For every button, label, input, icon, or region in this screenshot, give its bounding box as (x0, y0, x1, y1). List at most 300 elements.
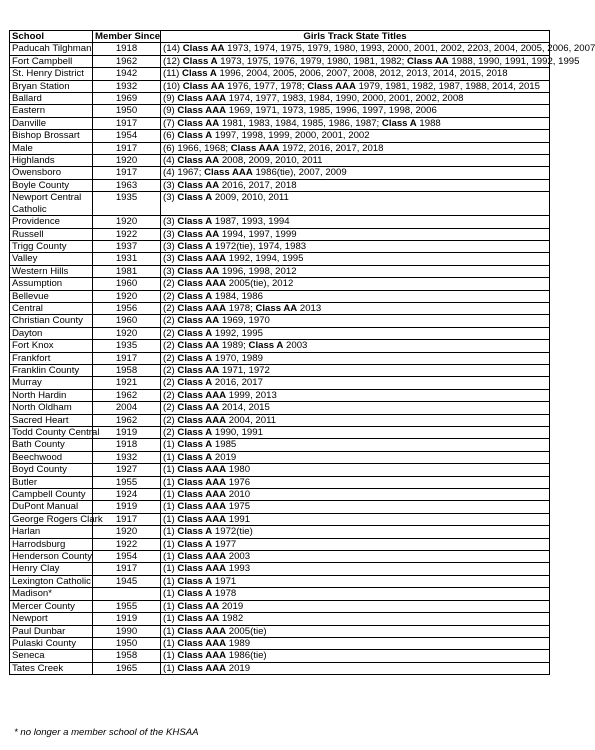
titles-text: 1970, 1989 (212, 352, 263, 364)
titles-text: 2005(tie) (226, 625, 267, 637)
member-since-cell: 1917 (93, 513, 161, 525)
member-since-cell: 1981 (93, 265, 161, 277)
member-since-cell (93, 588, 161, 600)
school-cell: Bath County (10, 439, 93, 451)
header-titles: Girls Track State Titles (161, 31, 550, 43)
titles-text: 1976 (226, 476, 251, 488)
member-since-cell: 1942 (93, 68, 161, 80)
titles-cell (161, 625, 550, 637)
class-label: Class AAA (177, 501, 227, 513)
titles-text: (6) 1966, 1968; (163, 142, 231, 154)
class-label: Class AAA (177, 476, 227, 488)
titles-cell (161, 265, 550, 277)
titles-text: (1) (163, 575, 178, 587)
titles-text: 2013 (297, 302, 322, 314)
table-row (10, 427, 550, 439)
titles-text: 1981, 1983, 1984, 1985, 1986, 1987; (219, 117, 382, 129)
titles-cell (161, 43, 595, 55)
member-since-cell: 1950 (93, 637, 161, 649)
table-row (10, 526, 550, 538)
titles-cell (161, 538, 550, 550)
titles-cell (161, 402, 550, 414)
titles-text: 1994, 1997, 1999 (219, 228, 297, 240)
table-row (10, 117, 550, 129)
school-cell: Todd County Central (10, 427, 93, 439)
school-cell: Boyd County (10, 464, 93, 476)
titles-text: (3) (163, 228, 178, 240)
titles-text: 2005(tie), 2012 (226, 278, 294, 290)
table-row (10, 340, 550, 352)
table-row (10, 377, 550, 389)
titles-cell (161, 389, 550, 401)
school-cell: Valley (10, 253, 93, 265)
titles-cell (161, 278, 550, 290)
titles-cell (161, 364, 550, 376)
titles-text: (12) (163, 55, 183, 67)
class-label: Class AA (177, 340, 220, 352)
member-since-cell: 1922 (93, 228, 161, 240)
class-label: Class A (177, 588, 213, 600)
class-label: Class A (177, 240, 213, 252)
table-row (10, 216, 550, 228)
titles-text: 1985 (212, 439, 237, 451)
class-label: Class AAA (230, 142, 280, 154)
titles-cell (161, 439, 550, 451)
table-row (10, 464, 550, 476)
titles-cell (161, 68, 550, 80)
table-row (10, 130, 550, 142)
member-since-cell: 1962 (93, 414, 161, 426)
titles-text: 1977 (212, 538, 237, 550)
table-row (10, 501, 550, 513)
class-label: Class A (177, 575, 213, 587)
titles-text: (1) (163, 625, 178, 637)
titles-cell (161, 80, 550, 92)
table-row (10, 93, 550, 105)
member-since-cell: 2004 (93, 402, 161, 414)
member-since-cell: 1960 (93, 278, 161, 290)
titles-text: (4) 1967; (163, 167, 205, 179)
school-cell: DuPont Manual (10, 501, 93, 513)
school-cell: Fort Knox (10, 340, 93, 352)
member-since-cell: 1932 (93, 80, 161, 92)
member-since-cell: 1921 (93, 377, 161, 389)
member-since-cell: 1955 (93, 600, 161, 612)
class-label: Class A (177, 439, 213, 451)
class-label: Class AAA (177, 513, 227, 525)
titles-text: (2) (163, 402, 178, 414)
titles-text: (2) (163, 340, 178, 352)
titles-text: 1992, 1995 (212, 327, 263, 339)
class-label: Class AAA (177, 93, 227, 105)
class-label: Class AA (177, 364, 220, 376)
titles-text: 2010 (226, 489, 251, 501)
titles-cell (161, 155, 550, 167)
class-label: Class A (381, 117, 417, 129)
titles-cell (161, 563, 550, 575)
titles-text: (2) (163, 278, 178, 290)
member-since-cell: 1945 (93, 575, 161, 587)
titles-text: 1973, 1974, 1975, 1979, 1980, 1993, 2000, 2001, 2002, 2203, 2004, 2005, 2006, 2007 (224, 43, 595, 55)
titles-text: (4) (163, 155, 178, 167)
member-since-cell: 1919 (93, 613, 161, 625)
table-row (10, 327, 550, 339)
member-since-cell: 1962 (93, 389, 161, 401)
titles-cell (161, 142, 550, 154)
class-label: Class AAA (204, 167, 253, 179)
school-cell: Central (10, 302, 93, 314)
titles-cell (161, 377, 550, 389)
titles-cell (161, 476, 550, 488)
titles-cell (161, 130, 550, 142)
titles-text: 1973, 1975, 1976, 1979, 1980, 1981, 1982; (217, 55, 407, 67)
member-since-cell: 1919 (93, 427, 161, 439)
titles-text: (2) (163, 389, 178, 401)
titles-text: (3) (163, 216, 178, 228)
class-label: Class A (177, 526, 213, 538)
titles-cell (161, 513, 550, 525)
titles-text: (2) (163, 352, 178, 364)
titles-cell (161, 575, 550, 587)
member-since-cell: 1990 (93, 625, 161, 637)
class-label: Class AAA (177, 563, 227, 575)
titles-text: 1975 (226, 501, 251, 513)
class-label: Class AAA (177, 464, 227, 476)
member-since-cell: 1960 (93, 315, 161, 327)
school-cell: Russell (10, 228, 93, 240)
table-row (10, 364, 550, 376)
class-label: Class A (177, 352, 213, 364)
member-since-cell: 1920 (93, 526, 161, 538)
titles-text: 1989 (226, 637, 251, 649)
school-cell: Bishop Brossart (10, 130, 93, 142)
titles-cell (161, 501, 550, 513)
titles-text: (11) (163, 68, 183, 80)
titles-cell (161, 315, 550, 327)
titles-text: 2016, 2017, 2018 (219, 179, 297, 191)
titles-text: (1) (163, 613, 178, 625)
member-since-cell: 1954 (93, 130, 161, 142)
class-label: Class AAA (177, 253, 227, 265)
table-row (10, 265, 550, 277)
titles-cell (161, 290, 550, 302)
titles-text: 1990, 1991 (212, 427, 263, 438)
school-cell: Harlan (10, 526, 93, 538)
class-label: Class A (177, 451, 213, 463)
titles-cell (161, 216, 550, 228)
school-cell: Trigg County (10, 240, 93, 252)
titles-text: (1) (163, 538, 178, 550)
class-label: Class AA (182, 80, 225, 92)
table-row (10, 538, 550, 550)
titles-text: 1969, 1971, 1973, 1985, 1996, 1997, 1998, 2006 (226, 105, 437, 117)
member-since-cell: 1969 (93, 93, 161, 105)
member-since-cell: 1963 (93, 179, 161, 191)
class-label: Class A (177, 427, 213, 438)
class-label: Class AA (177, 315, 220, 327)
titles-text: (7) (163, 117, 178, 129)
table-row (10, 352, 550, 364)
school-cell: Henry Clay (10, 563, 93, 575)
school-cell: Mercer County (10, 600, 93, 612)
titles-cell (161, 240, 550, 252)
school-cell: Providence (10, 216, 93, 228)
class-label: Class A (177, 216, 213, 228)
member-since-cell: 1955 (93, 476, 161, 488)
titles-text: (1) (163, 526, 178, 538)
titles-text: (1) (163, 513, 178, 525)
school-cell: Highlands (10, 155, 93, 167)
table-row (10, 142, 550, 154)
titles-cell (161, 192, 550, 216)
titles-text: (3) (163, 179, 178, 191)
table-row (10, 389, 550, 401)
titles-text: (1) (163, 563, 178, 575)
class-label: Class AA (255, 302, 298, 314)
titles-text: 2004, 2011 (226, 414, 277, 426)
titles-text: 2019 (212, 451, 237, 463)
titles-text: 1991 (226, 513, 251, 525)
titles-cell (161, 414, 550, 426)
school-cell: Murray (10, 377, 93, 389)
titles-text: 1978 (212, 588, 237, 600)
titles-cell (161, 352, 550, 364)
header-row (10, 31, 550, 43)
member-since-cell: 1958 (93, 650, 161, 662)
titles-cell (161, 551, 550, 563)
titles-text: (1) (163, 464, 178, 476)
table-row (10, 179, 550, 191)
titles-text: 1976, 1977, 1978; (224, 80, 308, 92)
school-cell: Newport (10, 613, 93, 625)
titles-text: (1) (163, 439, 178, 451)
member-since-cell: 1931 (93, 253, 161, 265)
titles-text: 1989; (219, 340, 249, 352)
titles-text: 1980 (226, 464, 251, 476)
titles-text: 2016, 2017 (212, 377, 263, 389)
class-label: Class AAA (177, 278, 227, 290)
titles-text: 1988 (416, 117, 441, 129)
titles-text: (14) (163, 43, 183, 55)
titles-text: (9) (163, 105, 178, 117)
class-label: Class AA (177, 117, 220, 129)
titles-text: (1) (163, 637, 178, 649)
titles-text: 1969, 1970 (219, 315, 270, 327)
member-since-cell: 1922 (93, 538, 161, 550)
member-since-cell: 1935 (93, 340, 161, 352)
titles-text: 1986(tie) (226, 650, 267, 662)
table-body (10, 43, 595, 675)
member-since-cell: 1924 (93, 489, 161, 501)
titles-cell (161, 105, 550, 117)
school-cell: Seneca (10, 650, 93, 662)
school-cell: Beechwood (10, 451, 93, 463)
member-since-cell: 1919 (93, 501, 161, 513)
class-label: Class A (177, 130, 213, 142)
titles-text: 1986(tie), 2007, 2009 (252, 167, 347, 179)
titles-text: 1982 (219, 613, 244, 625)
titles-text: 1996, 1998, 2012 (219, 265, 297, 277)
school-cell: Newport Central Catholic (10, 192, 93, 216)
header-school: School (10, 31, 93, 43)
school-cell: Harrodsburg (10, 538, 93, 550)
titles-cell (161, 179, 550, 191)
school-cell: Tates Creek (10, 662, 93, 674)
school-cell: Danville (10, 117, 93, 129)
school-cell: Dayton (10, 327, 93, 339)
member-since-cell: 1920 (93, 216, 161, 228)
class-label: Class AA (177, 228, 220, 240)
table-row (10, 650, 550, 662)
table-row (10, 167, 550, 179)
table-row (10, 105, 550, 117)
titles-text: (2) (163, 315, 178, 327)
member-since-cell: 1962 (93, 55, 161, 67)
titles-text: 1972(tie), 1974, 1983 (212, 240, 307, 252)
class-label: Class AA (177, 613, 220, 625)
class-label: Class AA (182, 43, 225, 55)
titles-text: (2) (163, 377, 178, 389)
class-label: Class AAA (177, 414, 227, 426)
class-label: Class A (177, 538, 213, 550)
table-row (10, 489, 550, 501)
titles-text: 1974, 1977, 1983, 1984, 1990, 2000, 2001, 2002, 2008 (226, 93, 464, 105)
member-since-cell: 1918 (93, 43, 161, 55)
titles-text: (10) (163, 80, 183, 92)
school-cell: North Hardin (10, 389, 93, 401)
titles-text: (1) (163, 650, 178, 662)
footnote: * no longer a member school of the KHSAA (14, 727, 199, 738)
titles-text: 2019 (219, 600, 244, 612)
table-row (10, 43, 550, 55)
class-label: Class AAA (177, 105, 227, 117)
titles-cell (161, 650, 550, 662)
titles-cell (161, 167, 550, 179)
titles-text: (3) (163, 192, 178, 204)
titles-cell (161, 613, 550, 625)
titles-text: (3) (163, 265, 178, 277)
table-row (10, 302, 550, 314)
class-label: Class AAA (177, 650, 227, 662)
titles-text: 1984, 1986 (212, 290, 263, 302)
member-since-cell: 1958 (93, 364, 161, 376)
class-label: Class A (177, 290, 213, 302)
school-cell: Paul Dunbar (10, 625, 93, 637)
titles-text: (2) (163, 414, 178, 426)
member-since-cell: 1918 (93, 439, 161, 451)
titles-text: 2003 (226, 551, 251, 563)
class-label: Class AAA (177, 551, 227, 563)
titles-text: (3) (163, 240, 178, 252)
class-label: Class AA (177, 600, 220, 612)
class-label: Class AA (177, 402, 220, 414)
titles-text: 2008, 2009, 2010, 2011 (219, 155, 323, 167)
table-row (10, 513, 550, 525)
school-cell: Henderson County (10, 551, 93, 563)
titles-text: 2009, 2010, 2011 (212, 192, 289, 204)
table-row (10, 439, 550, 451)
titles-text: (2) (163, 327, 178, 339)
titles-cell (161, 93, 550, 105)
titles-cell (161, 662, 550, 674)
table-row (10, 551, 550, 563)
member-since-cell: 1954 (93, 551, 161, 563)
titles-text: (3) (163, 253, 178, 265)
school-cell: Frankfort (10, 352, 93, 364)
class-label: Class A (182, 55, 218, 67)
member-since-cell: 1965 (93, 662, 161, 674)
class-label: Class AAA (307, 80, 356, 92)
school-cell: Madison* (10, 588, 93, 600)
titles-text: (1) (163, 451, 178, 463)
member-since-cell: 1917 (93, 167, 161, 179)
school-cell: North Oldham (10, 402, 93, 414)
class-label: Class A (177, 192, 213, 204)
titles-text: 1972, 2016, 2017, 2018 (279, 142, 384, 154)
class-label: Class A (177, 327, 213, 339)
titles-text: 1971, 1972 (219, 364, 270, 376)
titles-text: 2003 (283, 340, 308, 352)
member-since-cell: 1917 (93, 117, 161, 129)
school-cell: Franklin County (10, 364, 93, 376)
table-row (10, 402, 550, 414)
titles-text: (6) (163, 130, 178, 142)
table-row (10, 563, 550, 575)
titles-cell (161, 302, 550, 314)
titles-cell (161, 588, 550, 600)
table-row (10, 613, 550, 625)
titles-text: 1987, 1993, 1994 (212, 216, 290, 228)
table-row (10, 315, 550, 327)
school-cell: Lexington Catholic (10, 575, 93, 587)
titles-text: 1978; (226, 302, 256, 314)
titles-cell (161, 600, 550, 612)
table-row (10, 451, 550, 463)
member-since-cell: 1917 (93, 142, 161, 154)
table-row (10, 575, 550, 587)
table-row (10, 278, 550, 290)
table-row (10, 55, 550, 67)
school-cell: Bryan Station (10, 80, 93, 92)
titles-cell (161, 253, 550, 265)
titles-cell (161, 526, 550, 538)
member-since-cell: 1956 (93, 302, 161, 314)
titles-text: 1979, 1981, 1982, 1987, 1988, 2014, 2015 (355, 80, 540, 92)
class-label: Class A (182, 68, 217, 80)
school-cell: Butler (10, 476, 93, 488)
titles-text: 2019 (226, 662, 251, 674)
titles-cell (161, 637, 550, 649)
member-since-cell: 1937 (93, 240, 161, 252)
member-since-cell: 1927 (93, 464, 161, 476)
table-row (10, 476, 550, 488)
class-label: Class AAA (177, 662, 227, 674)
titles-text: (2) (163, 302, 178, 314)
class-label: Class AA (177, 155, 220, 167)
titles-text: 1999, 2013 (226, 389, 277, 401)
titles-text: 1997, 1998, 1999, 2000, 2001, 2002 (212, 130, 370, 142)
titles-text: (2) (163, 364, 178, 376)
class-label: Class AA (406, 55, 449, 67)
titles-cell (161, 117, 550, 129)
titles-text: 1996, 2004, 2005, 2006, 2007, 2008, 2012, 2013, 2014, 2015, 2018 (216, 68, 508, 80)
table-row (10, 228, 550, 240)
header-member-since: Member Since (93, 31, 161, 43)
class-label: Class AAA (177, 625, 227, 637)
member-since-cell: 1920 (93, 327, 161, 339)
school-cell: Male (10, 142, 93, 154)
class-label: Class AA (177, 265, 220, 277)
